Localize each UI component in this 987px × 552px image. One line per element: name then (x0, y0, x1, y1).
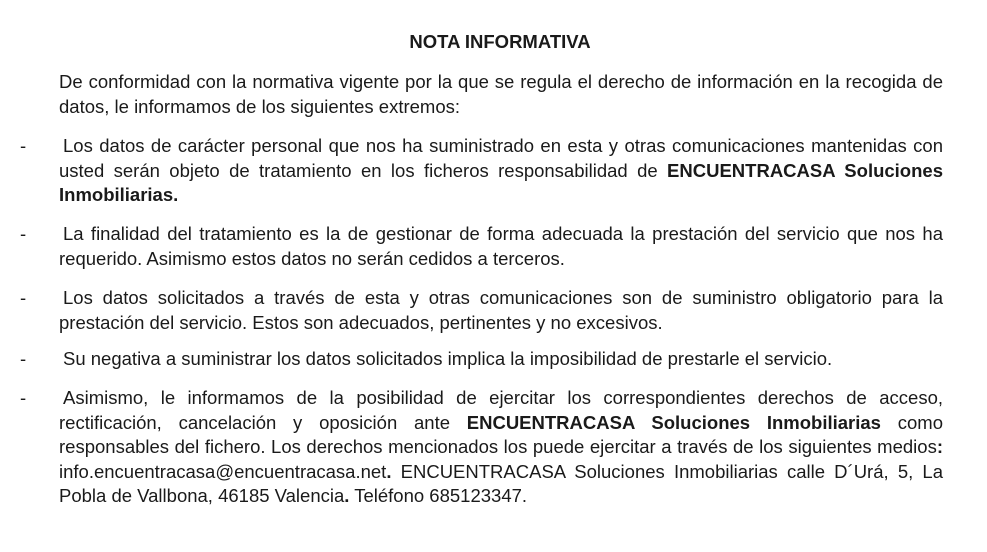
list-item (0, 286, 943, 335)
list-item-text: Su negativa a suministrar los datos solicitados implica la imposibilidad de prestarle el servicio. (63, 348, 833, 369)
intro-paragraph: De conformidad con la normativa vigente por la que se regula el derecho de información en la recogida de datos, le informamos de los siguientes extremos: (59, 71, 943, 117)
document-title: NOTA INFORMATIVA (409, 31, 591, 52)
list-bullet: - (20, 287, 27, 308)
email-address: info.encuentracasa@encuentracasa.net (59, 460, 387, 482)
list-item (0, 386, 943, 509)
list-item (0, 347, 943, 372)
list-bullet: - (20, 387, 27, 408)
list-item-text: Los datos solicitados a través de esta y otras comunicaciones son de suministro obligatorio para la prestación del servicio. Estos son adecuados, pertinentes y no excesivos. (59, 287, 943, 333)
list-bullet: - (20, 348, 27, 369)
postal-address: ENCUENTRACASA Soluciones Inmobiliarias calle D´Urá, 5, La Pobla de Vallbona, 46185 Valencia (59, 460, 943, 506)
list-item (0, 222, 943, 271)
list-item-text: Asimismo, le informamos de la posibilidad de ejercitar los correspondientes derechos de acceso, rectificación, cancelación y oposición ante ENCUENTRACASA Soluciones Inmobiliarias como responsables del fichero. Los derechos mencionados los puede ejercitar a través de los siguientes medios: info.encuentracasa@encuentracasa.net. ENCUENTRACASA Soluciones Inmobiliarias calle D´Urá, 5, La Pobla de Vallbona, 46185 Valencia. Teléfono 685123347. (59, 387, 943, 506)
list-bullet: - (20, 135, 27, 156)
list-bullet: - (20, 223, 27, 244)
company-name: ENCUENTRACASA Soluciones Inmobiliarias (466, 411, 881, 433)
list-item-text: La finalidad del tratamiento es la de gestionar de forma adecuada la prestación del servicio que nos ha requerido. Asimismo estos datos no serán cedidos a terceros. (59, 223, 943, 269)
company-name: ENCUENTRACASA Soluciones Inmobiliarias. (59, 159, 943, 205)
phone-number: Teléfono 685123347. (349, 485, 528, 506)
list-item (0, 134, 943, 208)
list-item-text: Los datos de carácter personal que nos ha suministrado en esta y otras comunicaciones mantenidas con usted serán objeto de tratamiento en los ficheros responsabilidad de ENCUENTRACASA Soluciones Inmobiliarias. (59, 135, 943, 205)
